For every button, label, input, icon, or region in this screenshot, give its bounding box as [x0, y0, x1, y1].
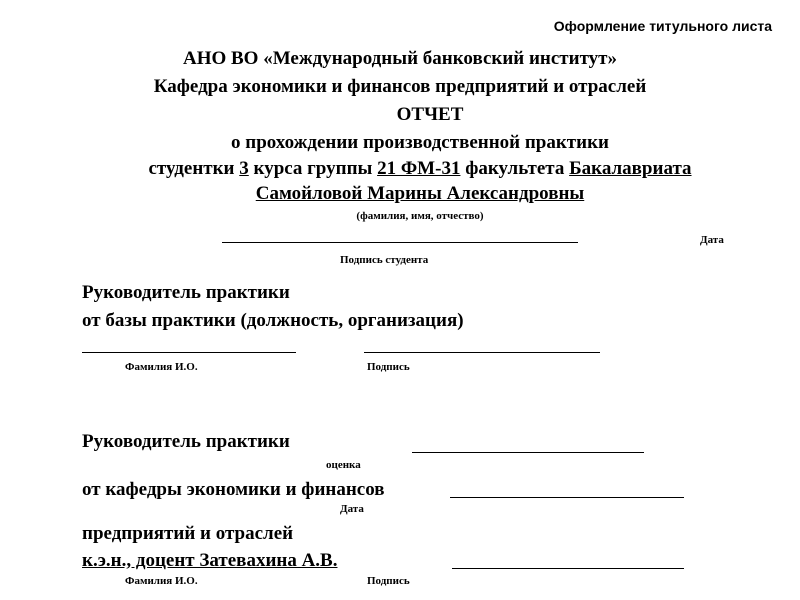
- student-date-label: Дата: [700, 234, 724, 246]
- student-signature-line: [222, 242, 578, 243]
- corner-label: Оформление титульного листа: [553, 18, 772, 34]
- base-supervisor-signature-caption: Подпись: [367, 361, 410, 373]
- dept-grade-line: [412, 452, 644, 453]
- department-name: Кафедра экономики и финансов предприятий и отраслей: [153, 76, 647, 97]
- student-prefix: студентки: [148, 158, 235, 179]
- dept-supervisor-signature-caption: Подпись: [367, 575, 410, 587]
- student-course-word: курса группы: [253, 158, 373, 179]
- student-faculty-word: факультета: [465, 158, 565, 179]
- dept-supervisor-line3: предприятий и отраслей: [82, 523, 294, 544]
- report-subtitle: о прохождении производственной практики: [231, 132, 609, 153]
- dept-supervisor-line1: Руководитель практики: [82, 431, 290, 452]
- dept-date-line: [450, 497, 684, 498]
- base-supervisor-name-line: [82, 352, 296, 353]
- dept-supervisor-name: к.э.н., доцент Затевахина А.В.: [82, 550, 338, 571]
- base-supervisor-line2: от базы практики (должность, организация): [82, 310, 464, 331]
- dept-grade-caption: оценка: [326, 459, 361, 471]
- student-signature-caption: Подпись студента: [340, 254, 429, 266]
- report-title: ОТЧЕТ: [396, 104, 464, 125]
- student-course: 3: [239, 158, 249, 179]
- dept-supervisor-name-caption: Фамилия И.О.: [125, 575, 198, 587]
- base-supervisor-line1: Руководитель практики: [82, 282, 290, 303]
- dept-signature-line: [452, 568, 684, 569]
- base-supervisor-name-caption: Фамилия И.О.: [125, 361, 198, 373]
- student-name: Самойловой Марины Александровны: [255, 183, 585, 204]
- dept-date-caption: Дата: [340, 503, 364, 515]
- base-supervisor-signature-line: [364, 352, 600, 353]
- institute-name: АНО ВО «Международный банковский институт»: [182, 48, 617, 69]
- student-faculty: Бакалавриата: [569, 158, 692, 179]
- student-name-caption: (фамилия, имя, отчество): [356, 210, 484, 222]
- student-line: [0, 158, 800, 180]
- dept-supervisor-line2: от кафедры экономики и финансов: [82, 479, 385, 500]
- student-group: 21 ФМ-31: [377, 158, 461, 179]
